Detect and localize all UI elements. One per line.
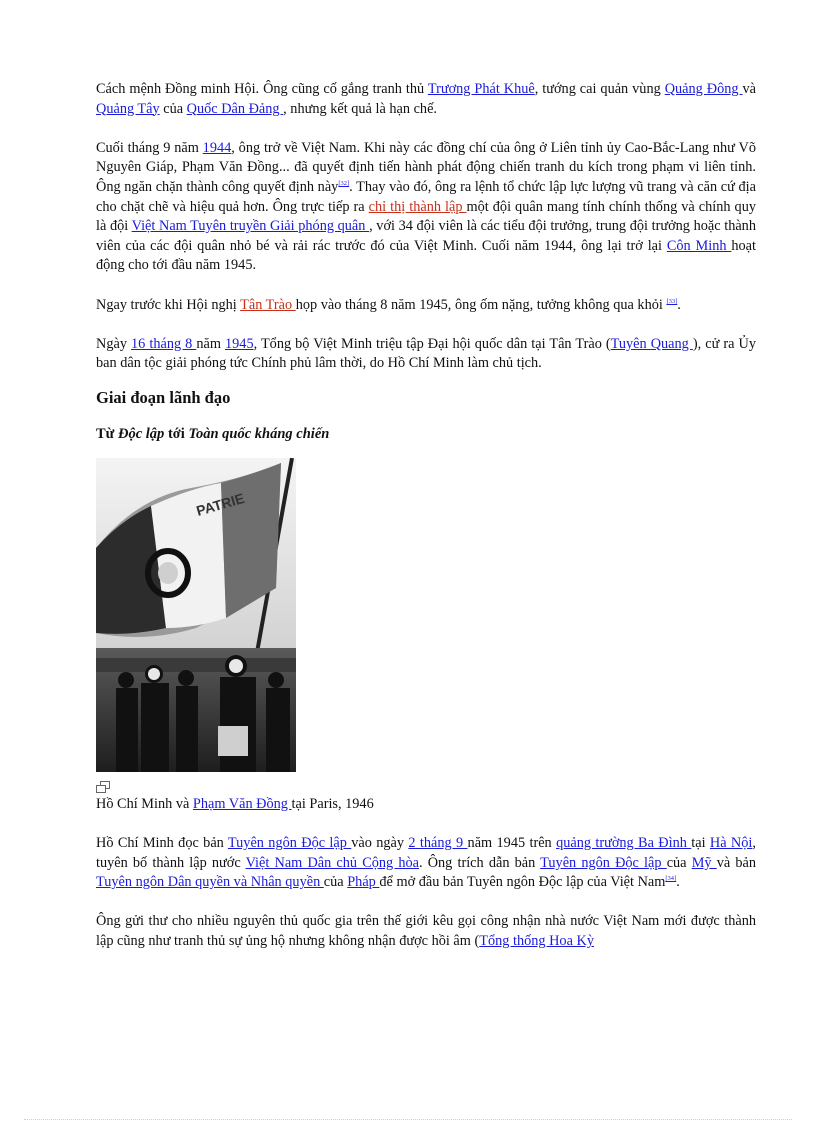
link-tuyen-ngon-nhan-quyen[interactable]: Tuyên ngôn Dân quyền và Nhân quyền	[96, 874, 324, 891]
page-bottom-divider	[24, 1119, 792, 1120]
text: của	[159, 100, 187, 117]
paragraph-1	[96, 80, 756, 119]
text: , nhưng kết quả là hạn chế.	[283, 100, 438, 117]
link-1945[interactable]: 1945	[225, 335, 254, 352]
text: và bản	[716, 854, 756, 871]
text: hoạt động cho tới đầu năm 1945.	[96, 237, 756, 274]
text: tại	[691, 835, 710, 852]
text: Cách mệnh Đồng minh Hội. Ông cũng cố gắng tranh thủ	[96, 81, 428, 97]
text: tới	[164, 425, 189, 442]
link-tuyen-ngon-doc-lap[interactable]: Tuyên ngôn Độc lập	[227, 835, 352, 852]
paragraph-6	[96, 912, 756, 951]
link-quang-dong[interactable]: Quảng Đông	[664, 81, 743, 97]
link-chi-thi-thanh-lap[interactable]: chỉ thị thành lập	[368, 198, 467, 215]
link-truong-phat-khue[interactable]: Trương Phát Khuê	[427, 81, 535, 97]
citation-34[interactable]: [34]	[665, 875, 677, 883]
text: .	[676, 874, 680, 891]
link-16-thang-8[interactable]: 16 tháng 8	[131, 335, 197, 352]
link-pham-van-dong[interactable]: Phạm Văn Đồng	[192, 795, 292, 812]
subsection-heading	[96, 422, 756, 446]
text: họp vào tháng 8 năm 1945, ông ốm nặng, tưởng không qua khỏi	[295, 296, 667, 313]
section-heading: Giai đoạn lãnh đạo	[96, 387, 231, 407]
link-1944[interactable]: 1944	[202, 139, 232, 156]
document-page	[96, 80, 756, 952]
text: vào ngày	[351, 835, 409, 852]
paragraph-2	[96, 139, 756, 276]
text: một đội quân mang tính chính thống và chính quy là đội	[96, 198, 756, 235]
text-italic: Độc lập	[118, 425, 165, 442]
text: Ngày	[96, 335, 132, 352]
text: Hồ Chí Minh và	[96, 795, 193, 812]
link-viet-nam-dan-chu-cong-hoa[interactable]: Việt Nam Dân chủ Cộng hòa	[245, 854, 419, 871]
text: Ngay trước khi Hội nghị	[96, 296, 241, 313]
text: . Ông trích dẫn bản	[418, 854, 541, 871]
text: , Tổng bộ Việt Minh triệu tập Đại hội quốc dân tại Tân Trào (	[253, 335, 611, 352]
link-2-thang-9[interactable]: 2 tháng 9	[408, 835, 468, 852]
text-italic: Toàn quốc kháng chiến	[188, 425, 330, 442]
link-con-minh[interactable]: Côn Minh	[666, 237, 732, 254]
citation-33[interactable]: [33]	[666, 297, 678, 305]
link-phap[interactable]: Pháp	[347, 874, 380, 891]
text: của	[323, 874, 348, 891]
text: ), cử ra Ủy ban dân tộc giải phóng tức Chính phủ lâm thời, do Hồ Chí Minh làm chủ tịch.	[96, 335, 756, 372]
link-tuyen-quang[interactable]: Tuyên Quang	[610, 335, 693, 352]
text: và	[742, 81, 756, 97]
text: năm	[196, 335, 225, 352]
paragraph-3	[96, 296, 756, 316]
link-quang-tay[interactable]: Quảng Tây	[96, 100, 160, 117]
photo-ho-chi-minh-paris-1946[interactable]	[96, 458, 296, 772]
text: tại Paris, 1946	[291, 795, 374, 812]
link-viet-nam-tuyen-truyen-giai-phong-quan[interactable]: Việt Nam Tuyên truyền Giải phóng quân	[131, 218, 370, 235]
link-tan-trao[interactable]: Tân Trào	[240, 296, 296, 313]
link-quang-truong-ba-dinh[interactable]: quảng trường Ba Đình	[556, 835, 692, 852]
paragraph-4	[96, 335, 756, 374]
text: , tướng cai quản vùng	[534, 81, 665, 97]
citation-32[interactable]: [32]	[338, 179, 350, 187]
text: Hồ Chí Minh đọc bản	[96, 835, 228, 852]
text: . Thay vào đó, ông ra lệnh tổ chức lập lực lượng vũ trang và căn cứ địa cho chặt chẽ và hiệu quả hơn. Ông trực tiếp ra	[96, 178, 756, 215]
text: của	[666, 854, 692, 871]
link-my[interactable]: Mỹ	[691, 854, 717, 871]
text: .	[677, 296, 681, 313]
photo-image	[96, 458, 296, 772]
link-quoc-dan-dang[interactable]: Quốc Dân Đảng	[186, 100, 284, 117]
text: Cuối tháng 9 năm	[96, 139, 203, 156]
text: , tuyên bố thành lập nước	[96, 835, 756, 871]
link-tong-thong-hoa-ky[interactable]: Tổng thống Hoa Kỳ	[479, 933, 594, 950]
link-tuyen-ngon-doc-lap-my[interactable]: Tuyên ngôn Độc lập	[540, 854, 667, 871]
flag-lettering: PATRIE	[194, 489, 247, 519]
paragraph-5	[96, 834, 756, 893]
text: , ông trở về Việt Nam. Khi này các đồng chí của ông ở Liên tỉnh ủy Cao-Bắc-Lang như Võ Nguyên Giáp, Phạm Văn Đồng... đã quyết định tiến hành phát động chiến tranh du kích trong phạm vi liên tỉnh. Ông ngăn chặn thành công quyết định này	[96, 139, 756, 195]
text: để mở đầu bản Tuyên ngôn Độc lập của Việt Nam	[379, 874, 666, 891]
text: Từ	[96, 425, 118, 442]
link-ha-noi[interactable]: Hà Nội	[709, 835, 753, 852]
text: , với 34 đội viên là các tiểu đội trưởng, trung đội trưởng hoặc thành viên của các đội quân nhỏ bé và rải rác trước đó của Việt Minh. Cuối năm 1944, ông lại trở lại	[96, 218, 756, 254]
text: Ông gửi thư cho nhiều nguyên thủ quốc gia trên thế giới kêu gọi công nhận nhà nước Việt Nam mới được thành lập cũng như tranh thủ sự ủng hộ nhưng không nhận được hồi âm (	[96, 913, 756, 950]
text: năm 1945 trên	[467, 835, 557, 852]
photo-caption	[96, 795, 756, 815]
enlarge-icon[interactable]	[96, 780, 110, 792]
